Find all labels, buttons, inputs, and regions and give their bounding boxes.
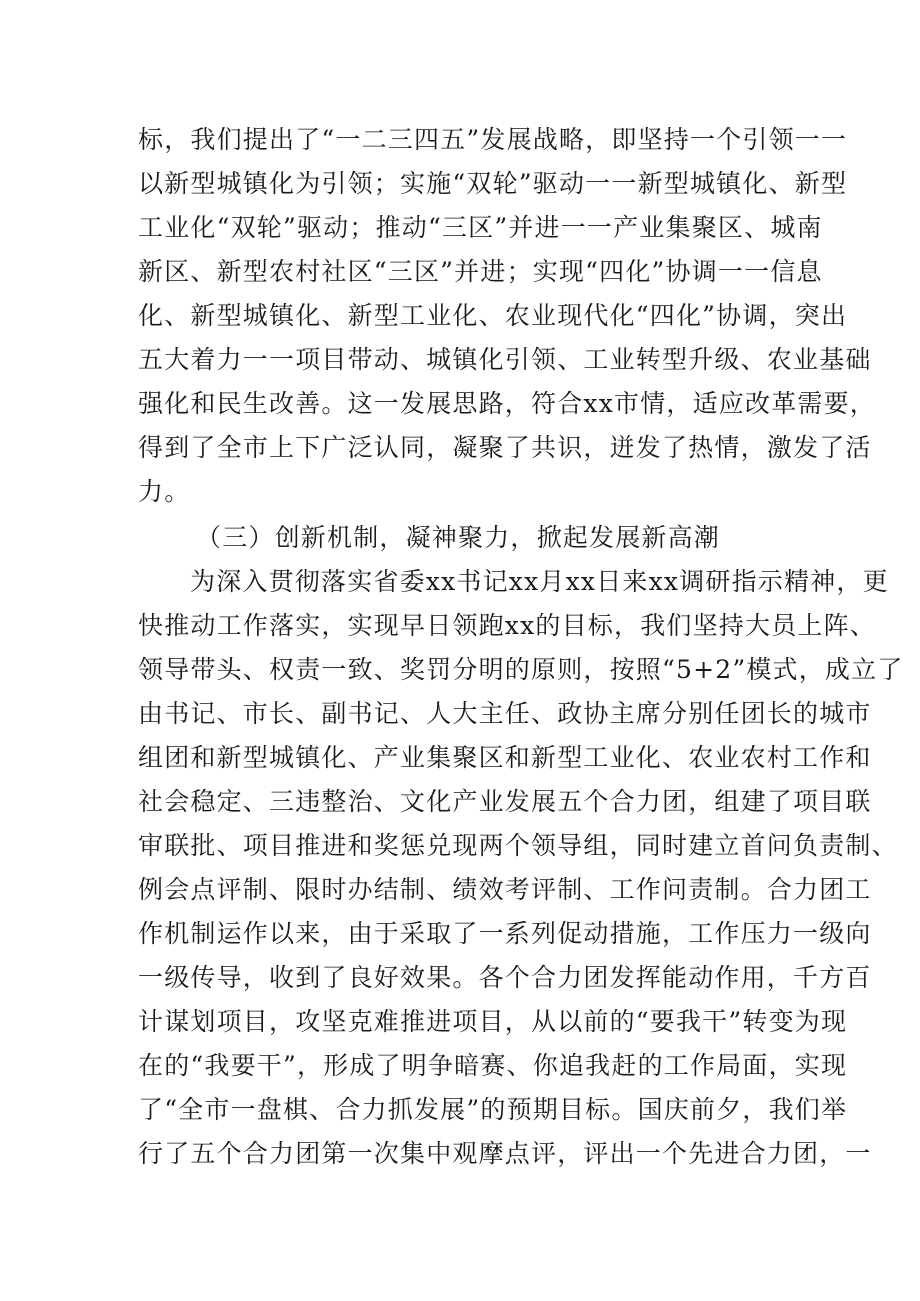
paragraph-line: 在的“我要干”，形成了明争暗赛、你追我赶的工作局面，实现 xyxy=(138,1051,848,1080)
paragraph-line: 作机制运作以来，由于采取了一系列促动措施，工作压力一级向 xyxy=(138,919,872,948)
paragraph-line: 以新型城镇化为引领；实施“双轮”驱动一一新型城镇化、新型 xyxy=(138,169,848,198)
paragraph-line: 新区、新型农村社区“三区”并进；实现“四化”协调一一信息 xyxy=(138,257,823,286)
paragraph-line: 一级传导，收到了良好效果。各个合力团发挥能动作用，千方百 xyxy=(138,963,872,992)
paragraph-line: 行了五个合力团第一次集中观摩点评，评出一个先进合力团，一 xyxy=(138,1139,872,1168)
paragraph-line: 标，我们提出了“一二三四五”发展战略，即坚持一个引领一一 xyxy=(138,125,848,154)
paragraph-line: 领导带头、权责一致、奖罚分明的原则，按照“5+2”模式，成立了 xyxy=(138,655,904,684)
paragraph-line: 社会稳定、三违整治、文化产业发展五个合力团，组建了项目联 xyxy=(138,787,872,816)
section-heading: （三）创新机制，凝神聚力，掀起发展新高潮 xyxy=(196,523,721,552)
paragraph-line: 由书记、市长、副书记、人大主任、政协主席分别任团长的城市 xyxy=(138,699,872,728)
paragraph-line: 得到了全市上下广泛认同，凝聚了共识，迸发了热情，激发了活 xyxy=(138,433,872,462)
paragraph-line: 组团和新型城镇化、产业集聚区和新型工业化、农业农村工作和 xyxy=(138,743,872,772)
paragraph-line: 计谋划项目，攻坚克难推进项目，从以前的“要我干”转变为现 xyxy=(138,1007,848,1036)
paragraph-line: 为深入贯彻落实省委xx书记xx月xx日来xx调研指示精神，更 xyxy=(190,567,889,596)
paragraph-line: 强化和民生改善。这一发展思路，符合xx市情，适应改革需要， xyxy=(138,389,877,418)
paragraph-line: 工业化“双轮”驱动；推动“三区”并进一一产业集聚区、城南 xyxy=(138,213,823,242)
paragraph-line: 化、新型城镇化、新型工业化、农业现代化“四化”协调，突出 xyxy=(138,301,848,330)
paragraph-line: 力。 xyxy=(138,477,191,506)
paragraph-line: 审联批、项目推进和奖惩兑现两个领导组，同时建立首问负责制、 xyxy=(138,831,898,860)
paragraph-line: 例会点评制、限时办结制、绩效考评制、工作问责制。合力团工 xyxy=(138,875,872,904)
paragraph-line: 快推动工作落实，实现早日领跑xx的目标，我们坚持大员上阵、 xyxy=(138,611,877,640)
paragraph-line: 五大着力一一项目带动、城镇化引领、工业转型升级、农业基础 xyxy=(138,345,872,374)
paragraph-line: 了“全市一盘棋、合力抓发展”的预期目标。国庆前夕，我们举 xyxy=(138,1095,848,1124)
